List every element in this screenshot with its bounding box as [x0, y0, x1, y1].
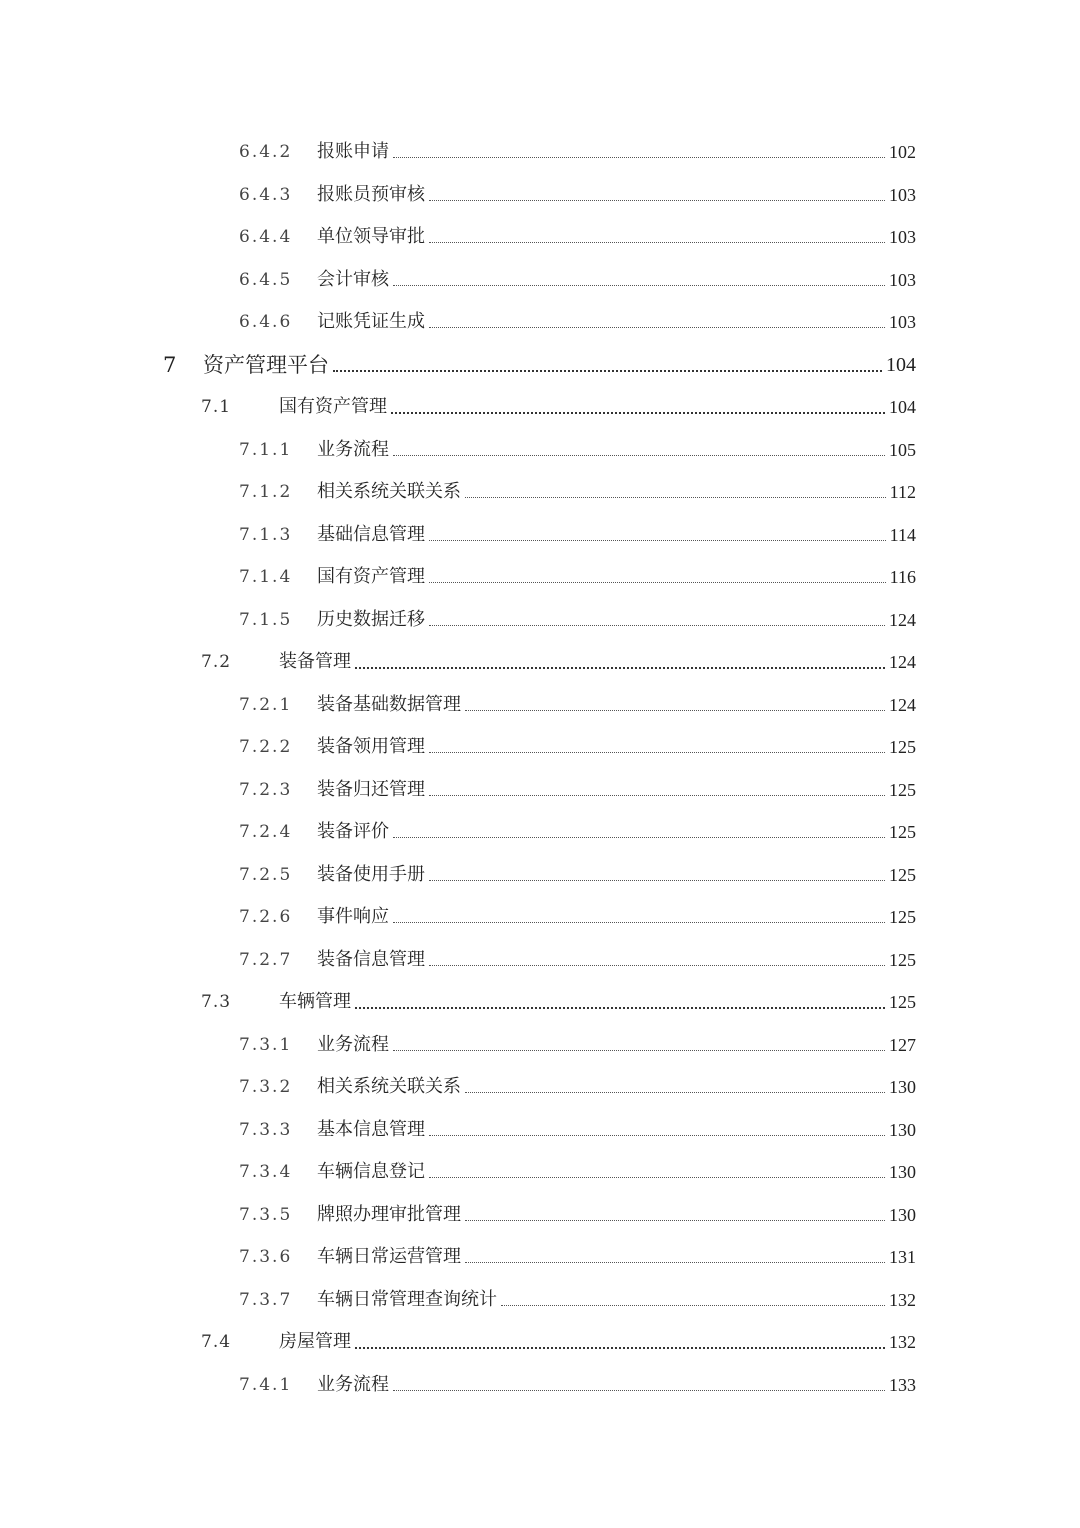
toc-entry-line: [317, 222, 916, 252]
toc-entry[interactable]: [0, 180, 1080, 210]
toc-entry-page-number: 125: [889, 779, 916, 800]
toc-entry-line: [317, 1157, 916, 1187]
toc-entry-title: 相关系统关联关系: [317, 481, 461, 502]
toc-entry-number: 7.2.5: [239, 864, 293, 885]
toc-entry-page-number: 103: [889, 184, 916, 205]
toc-entry-title: 报账员预审核: [317, 183, 425, 205]
toc-entry-line: [317, 817, 916, 847]
toc-entry-number: 7.1.2: [239, 482, 293, 502]
toc-entry-title: 事件响应: [317, 906, 389, 927]
toc-entry[interactable]: [0, 1200, 1080, 1230]
toc-entry-number: 7.1.4: [239, 567, 293, 587]
toc-dot-leader: [393, 922, 885, 923]
toc-entry-page-number: 124: [889, 652, 916, 672]
toc-dot-leader: [465, 497, 886, 498]
toc-entry-title: 装备基础数据管理: [317, 693, 461, 715]
toc-dot-leader: [429, 625, 885, 626]
toc-entry-title: 业务流程: [317, 1033, 389, 1055]
toc-dot-leader: [391, 412, 885, 414]
toc-entry-line: [317, 1285, 916, 1315]
toc-dot-leader: [429, 242, 885, 243]
toc-entry-page-number: 132: [889, 1289, 916, 1310]
toc-dot-leader: [465, 710, 885, 711]
toc-entry-title: 装备管理: [279, 651, 351, 672]
toc-entry-line: [317, 945, 916, 975]
toc-entry-title: 业务流程: [317, 1373, 389, 1395]
toc-dot-leader: [429, 327, 885, 328]
toc-entry-line: [317, 1370, 916, 1400]
toc-entry[interactable]: [0, 307, 1080, 337]
toc-entry-page-number: 114: [889, 524, 916, 545]
toc-entry-page-number: 132: [889, 1332, 916, 1352]
toc-entry[interactable]: [0, 137, 1080, 167]
toc-entry-title: 装备归还管理: [317, 778, 425, 800]
toc-dot-leader: [429, 965, 885, 966]
toc-entry-page-number: 124: [889, 694, 916, 715]
toc-entry-page-number: 103: [889, 312, 916, 332]
toc-entry[interactable]: [0, 1030, 1080, 1060]
toc-entry-page-number: 125: [889, 822, 916, 842]
toc-entry-page-number: 130: [889, 1204, 916, 1225]
toc-entry-page-number: 116: [889, 567, 916, 587]
toc-entry-page-number: 103: [889, 227, 916, 247]
toc-entry-number: 7.3.2: [239, 1077, 293, 1097]
toc-entry-line: [317, 137, 916, 167]
toc-entry[interactable]: [0, 647, 1080, 677]
toc-entry-title: 车辆管理: [279, 991, 351, 1012]
toc-entry-title: 车辆日常运营管理: [317, 1246, 461, 1267]
toc-entry-line: [279, 392, 916, 422]
toc-entry-line: [317, 1242, 916, 1272]
toc-dot-leader: [429, 752, 885, 753]
toc-entry-page-number: 125: [889, 737, 916, 757]
toc-entry-line: [279, 1327, 916, 1357]
toc-entry-number: 7.2.4: [239, 822, 293, 842]
toc-entry-page-number: 104: [889, 397, 916, 417]
toc-entry-page-number: 130: [889, 1119, 916, 1140]
toc-entry-title: 基础信息管理: [317, 523, 425, 545]
toc-entry-number: 7.3.1: [239, 1034, 293, 1055]
toc-entry-title: 牌照办理审批管理: [317, 1203, 461, 1225]
toc-dot-leader: [429, 540, 886, 541]
toc-dot-leader: [465, 1092, 885, 1093]
toc-entry-title: 国有资产管理: [317, 566, 425, 587]
toc-dot-leader: [429, 200, 885, 201]
toc-entry-page-number: 102: [889, 142, 916, 162]
toc-dot-leader: [393, 837, 885, 838]
toc-dot-leader: [393, 1390, 885, 1391]
toc-dot-leader: [393, 455, 885, 456]
toc-dot-leader: [465, 1262, 885, 1263]
toc-entry-number: 7.2.3: [239, 779, 293, 800]
toc-dot-leader: [355, 1347, 885, 1349]
toc-dot-leader: [429, 1177, 885, 1178]
toc-entry-page-number: 133: [889, 1374, 916, 1395]
toc-entry[interactable]: [0, 520, 1080, 550]
toc-entry-line: [279, 987, 916, 1017]
toc-entry-number: 7.4: [201, 1332, 232, 1352]
toc-entry[interactable]: [0, 690, 1080, 720]
toc-entry[interactable]: [0, 1285, 1080, 1315]
toc-entry-line: [317, 477, 916, 507]
toc-entry-title: 会计审核: [317, 268, 389, 290]
toc-entry-line: [317, 1200, 916, 1230]
toc-entry[interactable]: [0, 1157, 1080, 1187]
toc-entry[interactable]: [0, 1115, 1080, 1145]
toc-entry[interactable]: [0, 817, 1080, 847]
toc-dot-leader: [501, 1305, 885, 1306]
toc-entry-number: 7.1.3: [239, 524, 293, 545]
toc-entry-title: 装备使用手册: [317, 863, 425, 885]
toc-entry-number: 7.1.5: [239, 609, 293, 630]
toc-entry[interactable]: [0, 1242, 1080, 1272]
toc-entry-title: 国有资产管理: [279, 396, 387, 417]
toc-entry-page-number: 127: [889, 1034, 916, 1055]
toc-dot-leader: [355, 1007, 885, 1009]
toc-entry-title: 装备领用管理: [317, 736, 425, 757]
toc-entry-title: 相关系统关联关系: [317, 1076, 461, 1097]
toc-entry[interactable]: [0, 987, 1080, 1017]
toc-entry-number: 6.4.2: [239, 142, 293, 162]
toc-entry[interactable]: [0, 562, 1080, 592]
toc-entry[interactable]: [0, 222, 1080, 252]
toc-entry-number: 6.4.6: [239, 312, 293, 332]
toc-dot-leader: [393, 285, 885, 286]
toc-entry[interactable]: [0, 945, 1080, 975]
toc-entry-line: [317, 520, 916, 550]
toc-entry-number: 7.3.5: [239, 1204, 293, 1225]
toc-entry-line: [317, 732, 916, 762]
toc-entry-title: 资产管理平台: [203, 352, 329, 377]
toc-entry-title: 房屋管理: [279, 1331, 351, 1352]
toc-entry[interactable]: [0, 1072, 1080, 1102]
toc-entry[interactable]: [0, 1370, 1080, 1400]
toc-entry[interactable]: [0, 350, 1080, 380]
toc-entry-number: 6.4.3: [239, 184, 293, 205]
toc-entry-line: [317, 690, 916, 720]
toc-dot-leader: [333, 370, 882, 372]
toc-entry-number: 7.1: [201, 397, 232, 417]
toc-entry-title: 单位领导审批: [317, 226, 425, 247]
toc-entry-number: 7.2.7: [239, 949, 293, 970]
toc-entry-page-number: 125: [889, 864, 916, 885]
toc-entry-line: [317, 562, 916, 592]
toc-entry-number: 7.3.7: [239, 1289, 293, 1310]
toc-entry-number: 7.2: [201, 652, 232, 672]
toc-entry[interactable]: [0, 605, 1080, 635]
toc-entry-page-number: 103: [889, 269, 916, 290]
toc-entry[interactable]: [0, 435, 1080, 465]
toc-entry[interactable]: [0, 775, 1080, 805]
toc-entry-number: 7: [163, 352, 177, 377]
toc-entry-line: [203, 350, 916, 380]
toc-entry-line: [317, 902, 916, 932]
toc-entry-number: 6.4.4: [239, 227, 293, 247]
toc-entry-title: 记账凭证生成: [317, 311, 425, 332]
toc-entry[interactable]: [0, 732, 1080, 762]
toc-entry-page-number: 125: [889, 992, 916, 1012]
toc-entry-number: 7.3: [201, 992, 232, 1012]
toc-entry-line: [317, 860, 916, 890]
toc-entry-title: 报账申请: [317, 141, 389, 162]
toc-entry-number: 7.2.2: [239, 737, 293, 757]
toc-entry-page-number: 112: [889, 482, 916, 502]
toc-entry-number: 7.2.1: [239, 694, 293, 715]
toc-entry[interactable]: [0, 1327, 1080, 1357]
toc-entry-page-number: 104: [886, 353, 916, 376]
toc-entry-title: 基本信息管理: [317, 1118, 425, 1140]
toc-entry-line: [317, 435, 916, 465]
toc-entry-page-number: 125: [889, 907, 916, 927]
toc-entry-title: 装备信息管理: [317, 948, 425, 970]
toc-entry[interactable]: [0, 265, 1080, 295]
toc-entry-number: 7.1.1: [239, 439, 293, 460]
toc-entry-line: [279, 647, 916, 677]
toc-entry-number: 6.4.5: [239, 269, 293, 290]
toc-entry-page-number: 130: [889, 1077, 916, 1097]
toc-entry-line: [317, 1115, 916, 1145]
toc-entry-title: 历史数据迁移: [317, 608, 425, 630]
toc-dot-leader: [429, 880, 885, 881]
toc-dot-leader: [465, 1220, 885, 1221]
toc-entry-line: [317, 1072, 916, 1102]
toc-entry-title: 车辆日常管理查询统计: [317, 1288, 497, 1310]
toc-entry-title: 车辆信息登记: [317, 1161, 425, 1182]
toc-entry-number: 7.4.1: [239, 1374, 293, 1395]
toc-entry-page-number: 130: [889, 1162, 916, 1182]
toc-entry-line: [317, 265, 916, 295]
toc-entry-number: 7.2.6: [239, 907, 293, 927]
toc-entry-line: [317, 180, 916, 210]
toc-entry-page-number: 125: [889, 949, 916, 970]
toc-entry[interactable]: [0, 902, 1080, 932]
toc-dot-leader: [429, 1135, 885, 1136]
toc-entry-number: 7.3.6: [239, 1247, 293, 1267]
toc-dot-leader: [429, 582, 886, 583]
toc-dot-leader: [355, 667, 885, 669]
toc-entry-line: [317, 1030, 916, 1060]
toc-entry-page-number: 124: [889, 609, 916, 630]
toc-entry-number: 7.3.3: [239, 1119, 293, 1140]
toc-entry-line: [317, 775, 916, 805]
toc-dot-leader: [393, 157, 885, 158]
toc-entry-page-number: 105: [889, 439, 916, 460]
toc-entry-page-number: 131: [889, 1247, 916, 1267]
toc-entry[interactable]: [0, 392, 1080, 422]
toc-entry-line: [317, 307, 916, 337]
toc-entry-number: 7.3.4: [239, 1162, 293, 1182]
toc-dot-leader: [429, 795, 885, 796]
toc-entry[interactable]: [0, 477, 1080, 507]
toc-entry[interactable]: [0, 860, 1080, 890]
toc-entry-title: 装备评价: [317, 821, 389, 842]
toc-entry-line: [317, 605, 916, 635]
toc-dot-leader: [393, 1050, 885, 1051]
toc-entry-title: 业务流程: [317, 438, 389, 460]
